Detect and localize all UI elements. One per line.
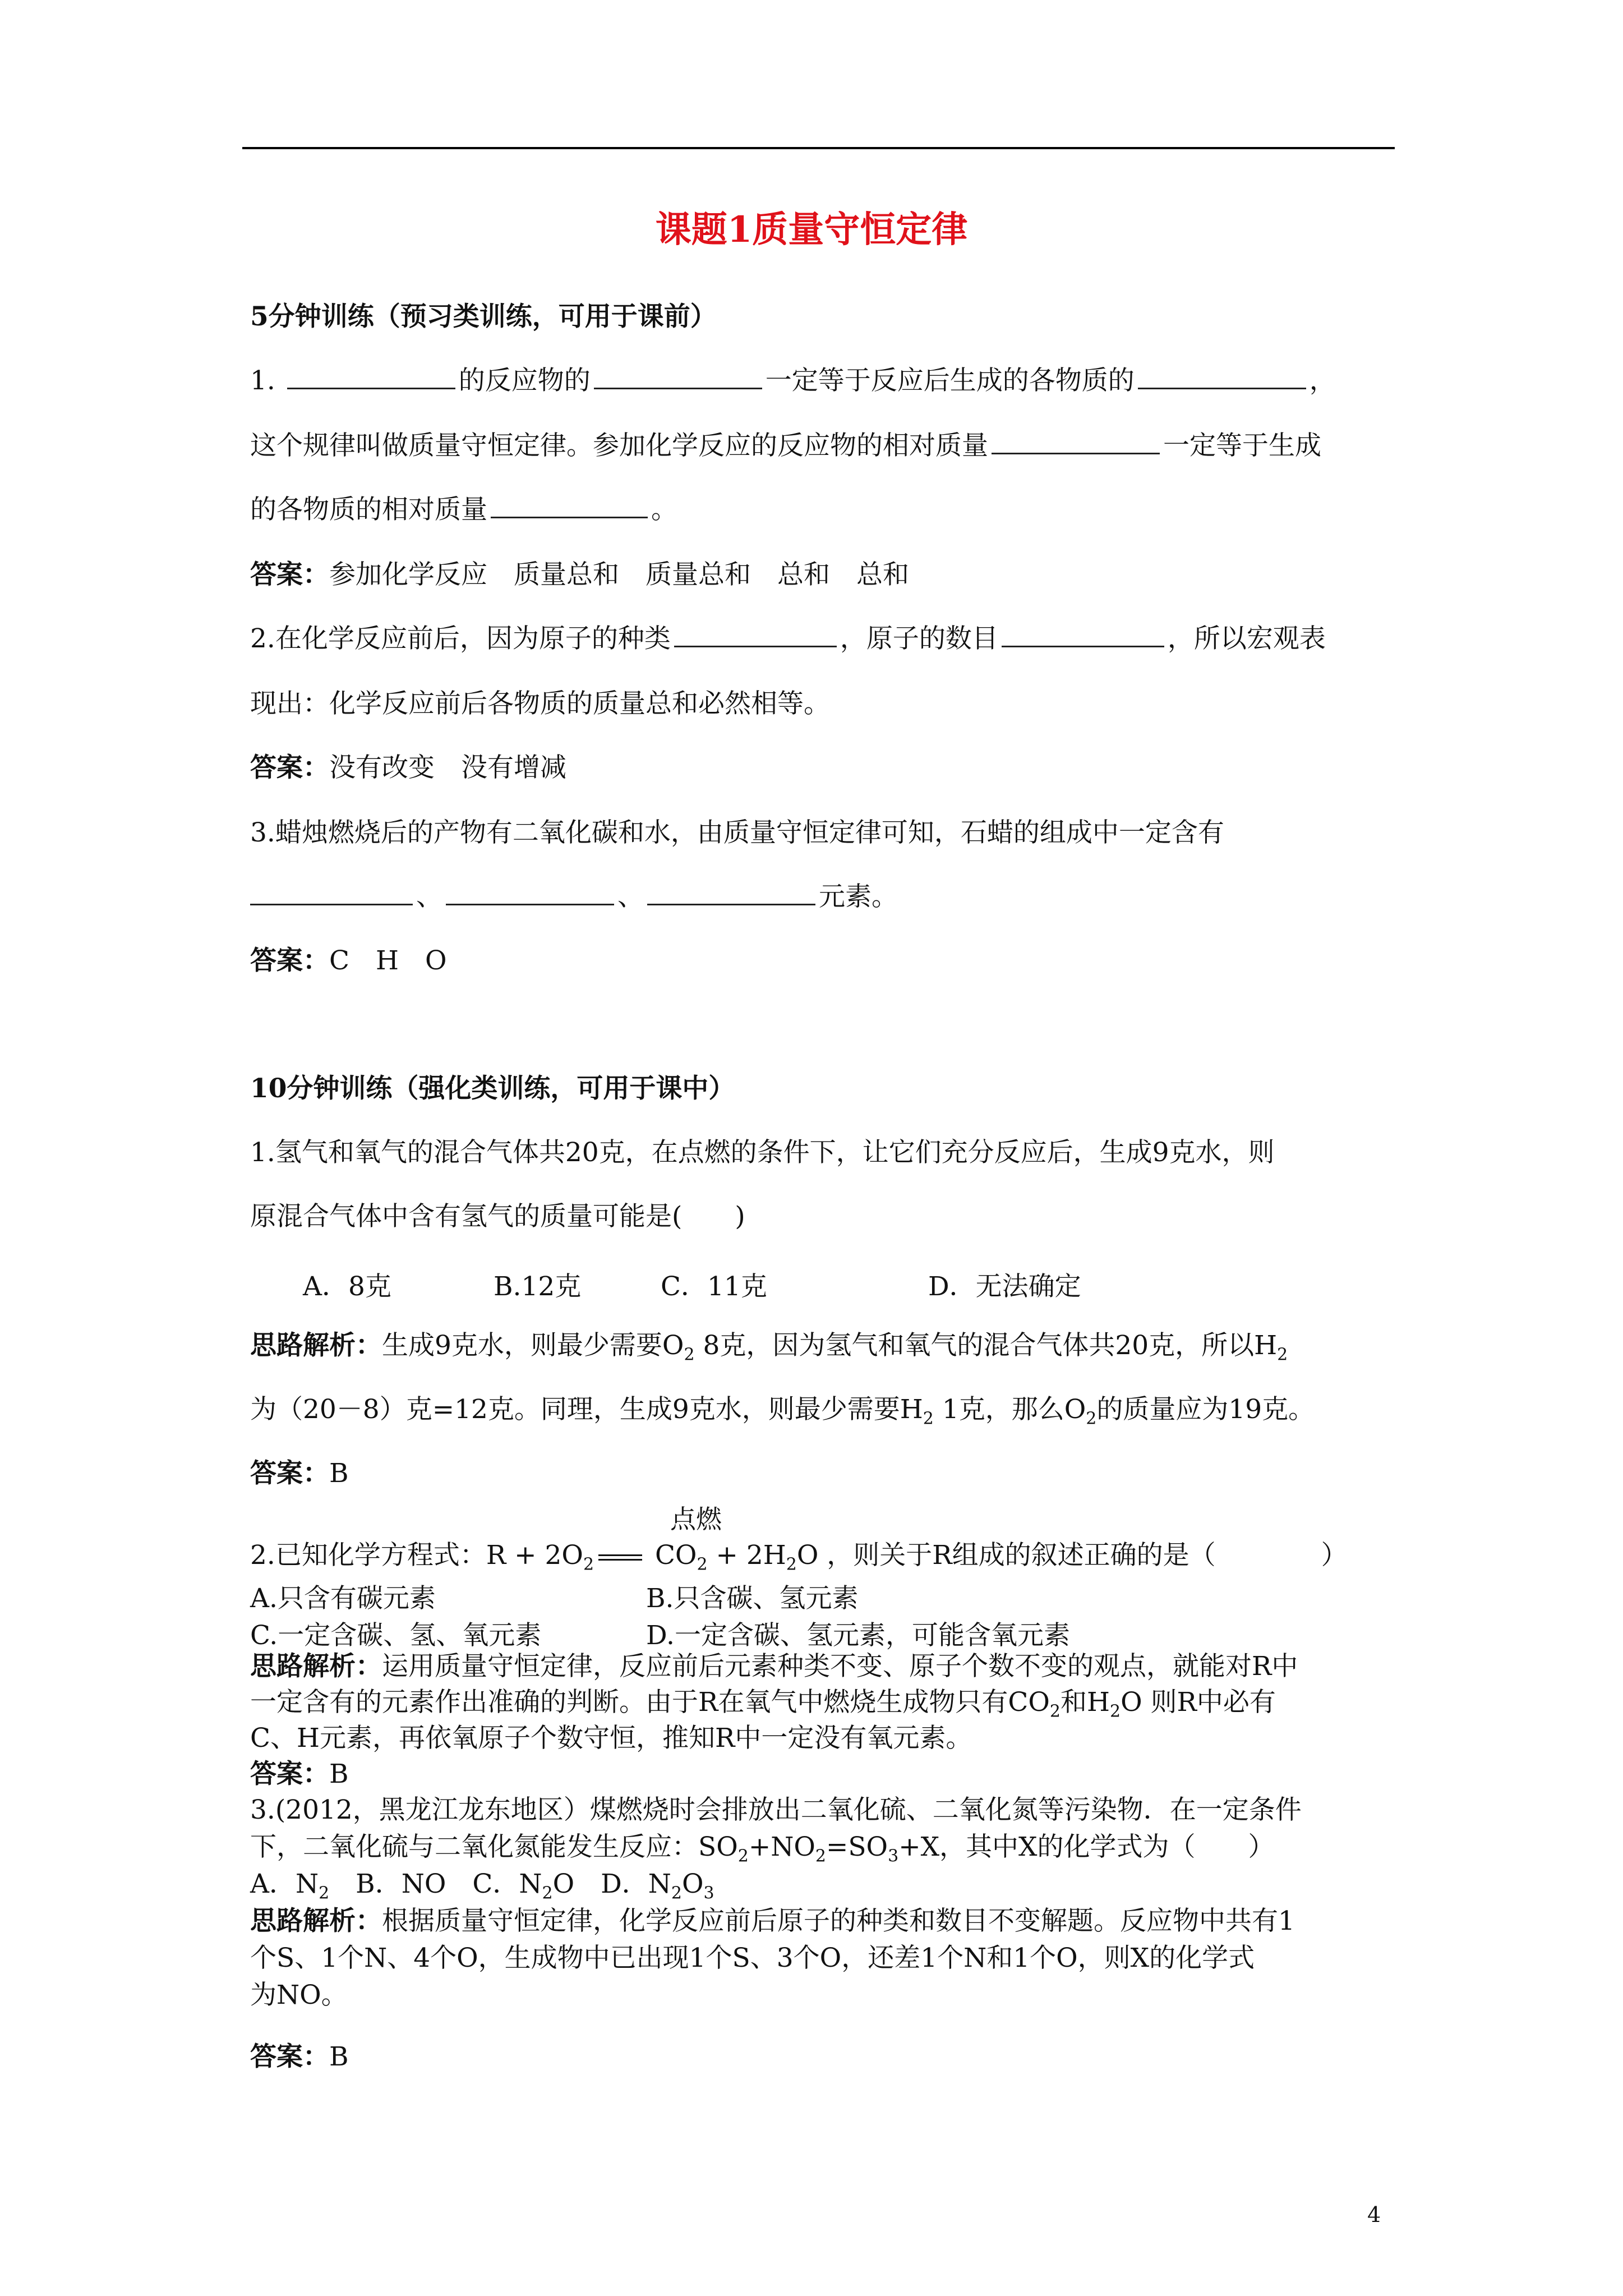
- blank: [1138, 371, 1306, 389]
- s2-q1-answer: 答案：B: [250, 1458, 349, 1489]
- s2-q2-option-c: C.一定含碳、氢、氧元素: [250, 1620, 542, 1651]
- s2-q1-option-a: A．8克: [303, 1271, 391, 1302]
- s2-q2-analysis-line2: 一定含有的元素作出准确的判断。由于R在氧气中燃烧生成物只有$CO_2$和$H_2O$ 则R中必有: [250, 1687, 1276, 1722]
- s2-q3-answer: 答案：B: [250, 2041, 349, 2072]
- page-title: 课题1质量守恒定律: [655, 209, 968, 251]
- s2-q3-analysis-line2: 个S、1个N、4个O，生成物中已出现1个S、3个O，还差1个N和1个O，则X的化学式: [250, 1943, 1255, 1973]
- blank: [287, 371, 455, 389]
- s1-q1-line2: 这个规律叫做质量守恒定律。参加化学反应的反应物的相对质量 一定等于生成: [250, 430, 1321, 461]
- blank: [250, 887, 413, 905]
- s2-q1-option-b: B.12克: [494, 1271, 582, 1302]
- s2-q1-option-c: C．11克: [661, 1271, 767, 1302]
- s1-q3-line1: 3.蜡烛燃烧后的产物有二氧化碳和水，由质量守恒定律可知，石蜡的组成中一定含有: [250, 817, 1224, 848]
- s2-q2-option-b: B.只含碳、氢元素: [646, 1583, 859, 1614]
- blank: [674, 629, 837, 647]
- s2-q1-line2: 原混合气体中含有氢气的质量可能是( ): [250, 1201, 745, 1232]
- s2-q1-analysis-line2: 为（20－8）克=12克。同理，生成9克水，则最少需要$H_2$ 1克，那么$O_2$的质量应为19克。: [250, 1394, 1315, 1429]
- s2-q2-option-a: A.只含有碳元素: [250, 1583, 436, 1614]
- blank: [594, 371, 762, 389]
- s1-q3-answer: 答案：C H O: [250, 945, 447, 976]
- s2-q2-line1: 2.已知化学方程式：$R + 2O_2$ $CO_2 + 2H_2O$ ，则关于R组成的叙述正确的是（ ）: [250, 1540, 1348, 1575]
- s2-q2-analysis-line3: C、H元素，再依氧原子个数守恒，推知R中一定没有氧元素。: [250, 1723, 972, 1754]
- s2-q3-analysis-line3: 为NO。: [250, 1980, 348, 2010]
- s1-q2-line2: 现出：化学反应前后各物质的质量总和必然相等。: [250, 688, 830, 719]
- header-rule: [242, 147, 1395, 149]
- section1-heading: 5分钟训练（预习类训练，可用于课前）: [250, 301, 717, 332]
- s1-q1-line3: 的各物质的相对质量 。: [250, 494, 677, 525]
- s2-q1-analysis-line1: 思路解析：生成9克水，则最少需要$O_2$ 8克，因为氢气和氧气的混合气体共20克，所以$H_2$: [250, 1330, 1288, 1365]
- s2-q1-option-d: D．无法确定: [928, 1271, 1081, 1302]
- s2-q3-line2: 下，二氧化硫与二氧化氮能发生反应：$SO_2+NO_2=SO_3+X$，其中X的化学式为（ ）: [250, 1832, 1275, 1866]
- blank: [647, 887, 815, 905]
- s2-q2-analysis-line1: 思路解析：运用质量守恒定律，反应前后元素种类不变、原子个数不变的观点，就能对R中: [250, 1651, 1298, 1682]
- s2-q3-line1: 3.(2012，黑龙江龙东地区）煤燃烧时会排放出二氧化硫、二氧化氮等污染物．在一定条件: [250, 1795, 1302, 1825]
- s2-q3-analysis-line1: 思路解析：根据质量守恒定律，化学反应前后原子的种类和数目不变解题。反应物中共有1: [250, 1906, 1295, 1936]
- s1-q2-answer: 答案：没有改变 没有增减: [250, 752, 566, 783]
- s1-q2-line1: 2.在化学反应前后，因为原子的种类 ，原子的数目 ，所以宏观表: [250, 623, 1326, 654]
- s1-q3-line2: 、 、 元素。: [250, 882, 898, 912]
- s2-q1-line1: 1.氢气和氧气的混合气体共20克，在点燃的条件下，让它们充分反应后，生成9克水，则: [250, 1137, 1275, 1168]
- s2-q2-option-d: D.一定含碳、氢元素，可能含氧元素: [646, 1620, 1070, 1651]
- blank: [992, 436, 1160, 454]
- reaction-arrow: [598, 1554, 642, 1561]
- blank: [1002, 629, 1164, 647]
- page-number: 4: [1367, 2202, 1381, 2227]
- s2-q3-options: A．$N_2$ B．NO C．$N_2O$ D．$N_2O_3$: [250, 1869, 714, 1903]
- blank: [446, 887, 614, 905]
- section2-heading: 10分钟训练（强化类训练，可用于课中）: [250, 1073, 735, 1104]
- s1-q1-answer: 答案：参加化学反应 质量总和 质量总和 总和 总和: [250, 559, 909, 590]
- blank: [491, 500, 648, 518]
- reaction-condition: 点燃: [670, 1504, 722, 1534]
- s1-q1-line1: 1. 的反应物的 一定等于反应后生成的各物质的 ，: [250, 365, 1336, 396]
- s2-q2-answer: 答案：B: [250, 1759, 349, 1789]
